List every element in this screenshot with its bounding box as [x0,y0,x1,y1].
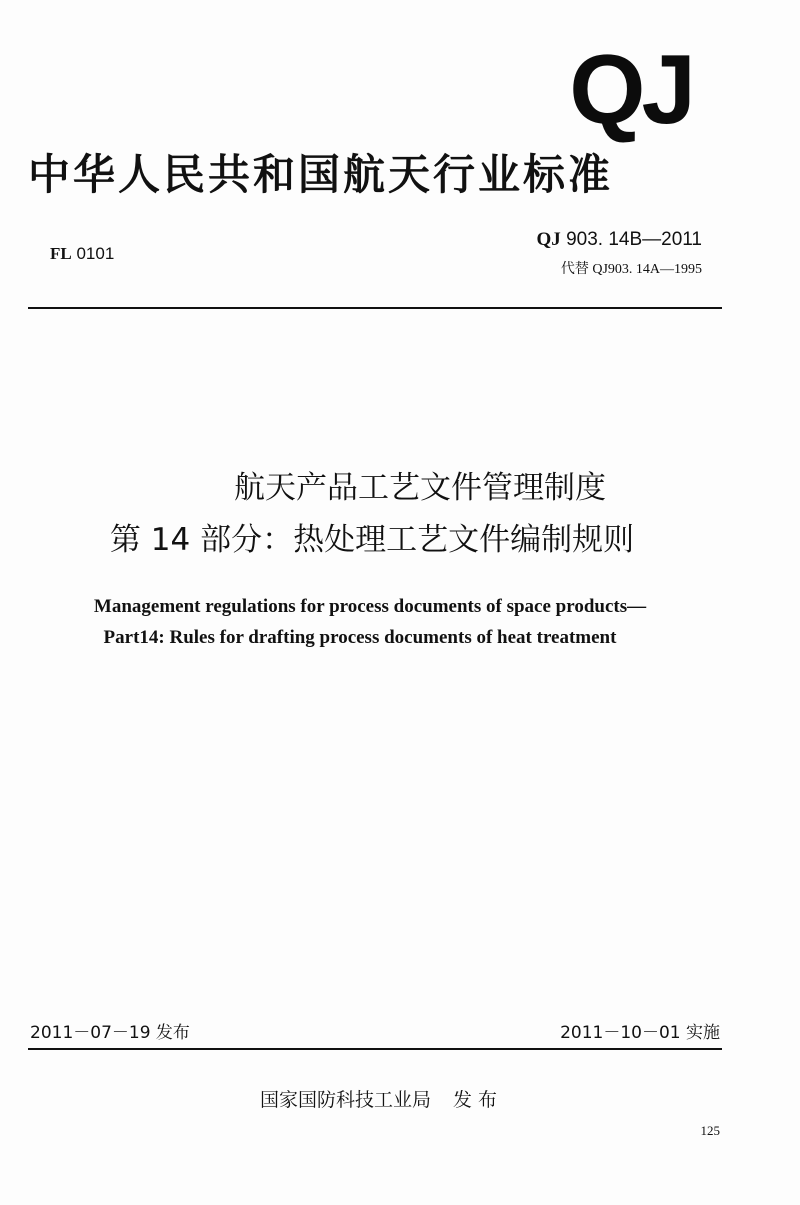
classification-number [50,244,114,264]
cn-title-line2: 第 14 部分：热处理工艺文件编制规则 [109,522,635,558]
org-title: 中华人民共和国航天行业标准 [28,150,614,199]
replaces-note: 代替 QJ903. 14A—1995 [560,262,702,277]
qj-logo: QJ [569,34,692,144]
header-divider [28,307,722,309]
implement-date: 2011－10－01 实施 [560,1023,720,1043]
en-title-line1: Management regulations for process documents of space products— [93,596,647,617]
classification-code: 0101 [76,244,115,263]
standard-prefix: QJ [536,229,561,250]
en-title-line2: Part14: Rules for drafting process documents of heat treatment [103,627,617,648]
standard-number [537,229,703,251]
cn-title-line1: 航天产品工艺文件管理制度 [234,470,606,506]
issuer-name: 国家国防科技工业局 [260,1089,432,1111]
publish-date: 2011－07－19 发布 [30,1023,190,1043]
footer-divider [28,1048,722,1050]
issuer-suffix: 发 布 [453,1089,498,1111]
standard-code: 903. 14B—2011 [566,229,702,250]
issuer [260,1085,497,1112]
classification-prefix: FL [50,244,72,263]
page-number: 125 [700,1123,720,1138]
